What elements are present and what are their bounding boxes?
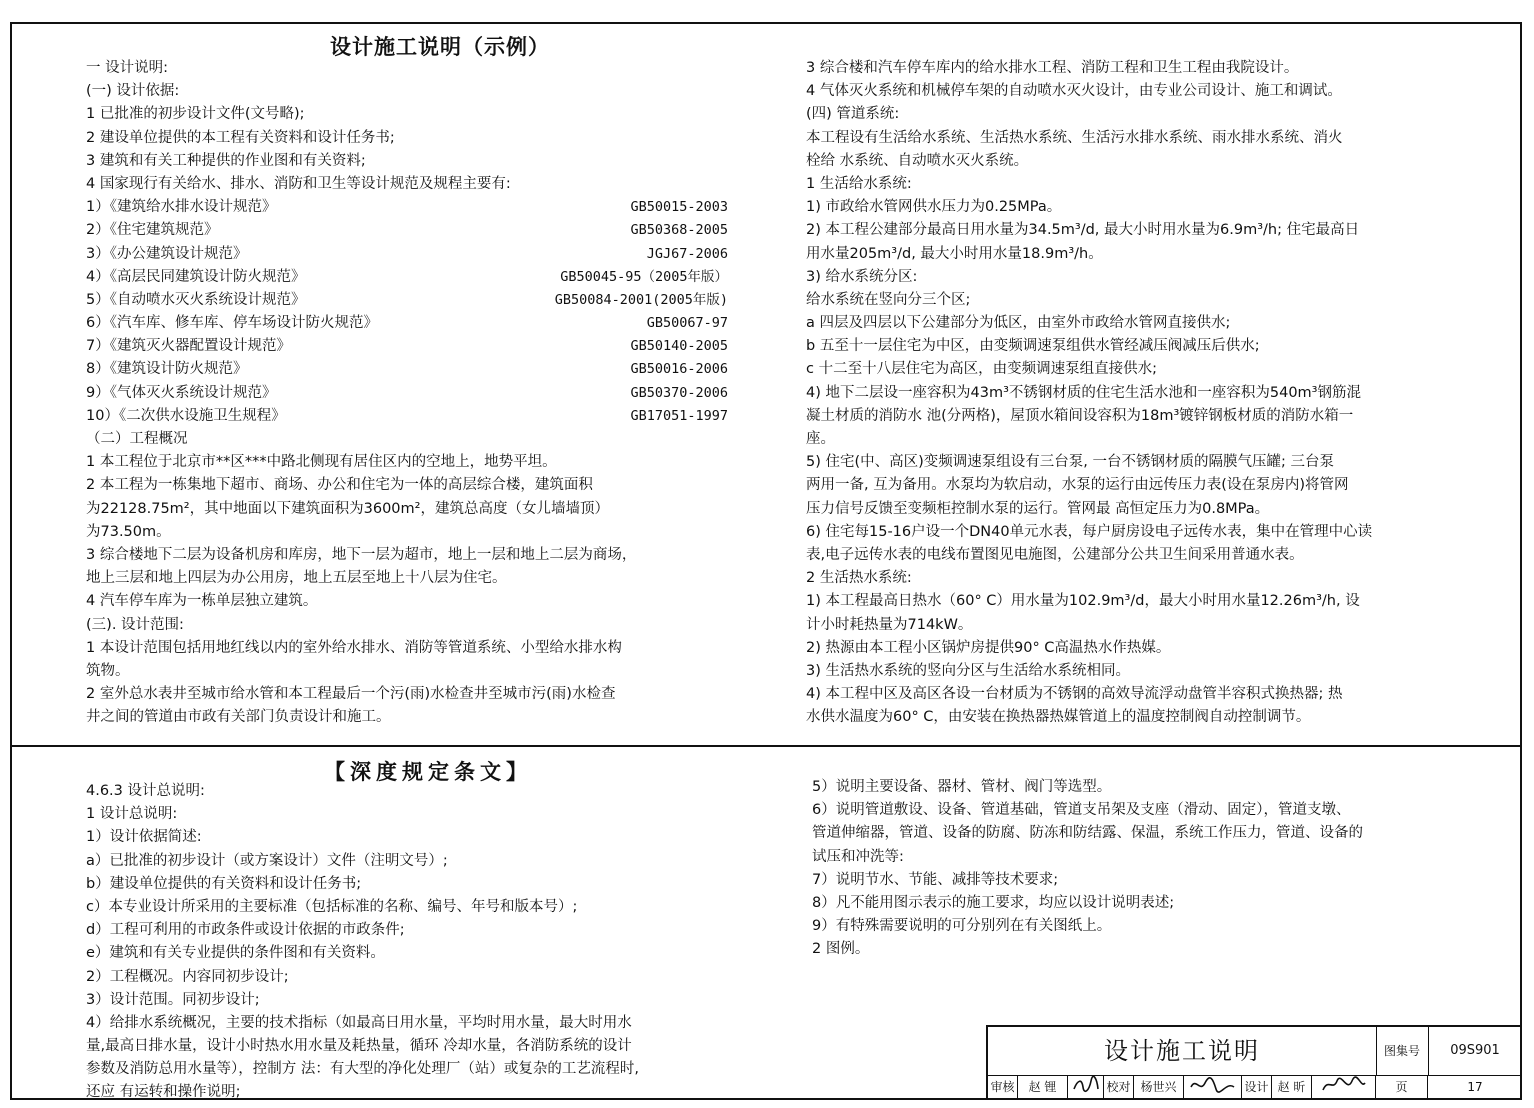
designer-signature-mark bbox=[1319, 1075, 1369, 1095]
text-line: d）工程可利用的市政条件或设计依据的市政条件; bbox=[86, 922, 405, 939]
standard-code: GB50368-2005 bbox=[630, 222, 728, 239]
bottom-right-column bbox=[812, 776, 1462, 962]
text-line: 3 综合楼和汽车停车库内的给水排水工程、消防工程和卫生工程由我院设计。 bbox=[806, 60, 1299, 76]
text-line: 量,最高日排水量，设计小时热水用水量及耗热量，循环 冷却水量，各消防系统的设计 bbox=[86, 1038, 632, 1055]
top-right-column bbox=[806, 57, 1506, 729]
text-line: 3) 生活热水系统的竖向分区与生活给水系统相同。 bbox=[806, 662, 1130, 679]
standard-code: GB50067-97 bbox=[646, 315, 728, 332]
standard-row bbox=[86, 266, 728, 289]
standard-code: GB50140-2005 bbox=[630, 338, 728, 355]
text-line: 给水系统在竖向分三个区; bbox=[806, 291, 971, 308]
text-line: 2) 热源由本工程小区锅炉房提供90° C高温热水作热媒。 bbox=[806, 639, 1171, 656]
text-line: 5) 住宅(中、高区)变频调速泵组设有三台泵, 一台不锈钢材质的隔膜气压罐; 三台泵 bbox=[806, 454, 1335, 471]
text-line: 参数及消防总用水量等），控制方 法：有大型的净化处理厂（站）或复杂的工艺流程时, bbox=[86, 1061, 639, 1078]
title-block bbox=[986, 1025, 1522, 1100]
text-line: (四) 管道系统: bbox=[806, 106, 900, 123]
standard-name: 5）《自动喷水灭火系统设计规范》 bbox=[86, 291, 306, 308]
standard-row bbox=[86, 335, 728, 358]
standard-name: 7）《建筑灭火器配置设计规范》 bbox=[86, 338, 291, 355]
text-line: 1 本工程位于北京市**区***中路北侧现有居住区内的空地上，地势平坦。 bbox=[86, 454, 557, 471]
checker-signature bbox=[1184, 1075, 1242, 1100]
text-line: b）建设单位提供的有关资料和设计任务书; bbox=[86, 875, 362, 892]
atlas-number: 09S901 bbox=[1450, 1043, 1500, 1058]
standard-row bbox=[86, 312, 728, 335]
text-line: 2) 本工程公建部分最高日用水量为34.5m³/d, 最大小时用水量为6.9m³/h; 住宅最高日 bbox=[806, 222, 1360, 239]
text-line: 3 综合楼地下二层为设备机房和库房，地下一层为超市，地上一层和地上二层为商场， bbox=[86, 546, 637, 563]
text-line: 4 国家现行有关给水、排水、消防和卫生等设计规范及规程主要有: bbox=[86, 175, 511, 192]
text-line: 4 气体灭火系统和机械停车架的自动喷水灭火设计，由专业公司设计、施工和调试。 bbox=[806, 83, 1342, 100]
standard-code: GB50015-2003 bbox=[630, 199, 728, 216]
text-line: 9）有特殊需要说明的可分别列在有关图纸上。 bbox=[812, 918, 1112, 935]
text-line: 两用一备, 互为备用。水泵均为软启动，水泵的运行由远传压力表(设在泵房内)将管网 bbox=[806, 477, 1349, 494]
text-line: 3) 给水系统分区: bbox=[806, 268, 918, 285]
page-number: 17 bbox=[1467, 1080, 1483, 1094]
text-line: (一) 设计依据: bbox=[86, 83, 180, 100]
text-line: 4）给排水系统概况，主要的技术指标（如最高日用水量，平均时用水量，最大时用水 bbox=[86, 1014, 632, 1031]
atlas-number-label: 图集号 bbox=[1376, 1027, 1429, 1075]
standard-row bbox=[86, 382, 728, 405]
standard-row bbox=[86, 243, 728, 266]
text-line: 1）设计依据简述: bbox=[86, 829, 202, 846]
standard-code: GB17051-1997 bbox=[630, 407, 728, 424]
text-line: 试压和冲洗等: bbox=[812, 848, 904, 865]
text-line: 4 汽车停车库为一栋单层独立建筑。 bbox=[86, 593, 318, 610]
title-block-title: 设计施工说明 bbox=[988, 1027, 1377, 1075]
standard-code: GB50016-2006 bbox=[630, 361, 728, 378]
standard-code: JGJ67-2006 bbox=[646, 245, 728, 262]
text-line: 还应 有运转和操作说明; bbox=[86, 1084, 241, 1101]
designer-name: 赵 昕 bbox=[1272, 1075, 1312, 1100]
designer-signature bbox=[1312, 1075, 1376, 1100]
top-left-column bbox=[86, 57, 728, 729]
check-label: 校对 bbox=[1104, 1075, 1134, 1100]
top-section-title: 设计施工说明（示例） bbox=[330, 35, 550, 59]
text-line: 3 建筑和有关工种提供的作业图和有关资料; bbox=[86, 152, 366, 169]
text-line: 筑物。 bbox=[86, 662, 130, 679]
text-line: 压力信号反馈至变频柜控制水泵的运行。管网最 高恒定压力为0.8MPa。 bbox=[806, 500, 1270, 517]
text-line: 井之间的管道由市政有关部门负责设计和施工。 bbox=[86, 709, 391, 726]
design-label: 设计 bbox=[1242, 1075, 1272, 1100]
text-line: c 十二至十八层住宅为高区，由变频调速泵组直接供水; bbox=[806, 361, 1157, 378]
standard-row bbox=[86, 405, 728, 428]
standard-code: GB50370-2006 bbox=[630, 384, 728, 401]
text-line: 为73.50m。 bbox=[86, 523, 171, 540]
standard-code: GB50045-95（2005年版） bbox=[560, 268, 728, 285]
text-line: 4) 地下二层设一座容积为43m³不锈钢材质的住宅生活水池和一座容积为540m³钢筋混 bbox=[806, 384, 1361, 401]
text-line: 2 本工程为一栋集地下超市、商场、办公和住宅为一体的高层综合楼，建筑面积 bbox=[86, 477, 593, 494]
text-line: 1 已批准的初步设计文件(文号略); bbox=[86, 106, 305, 123]
text-line: 1 本设计范围包括用地红线以内的室外给水排水、消防等管道系统、小型给水排水构 bbox=[86, 639, 622, 656]
text-line: 2 室外总水表井至城市给水管和本工程最后一个污(雨)水检查井至城市污(雨)水检查 bbox=[86, 686, 616, 703]
standard-code: GB50084-2001(2005年版) bbox=[554, 291, 728, 308]
text-line: 1) 市政给水管网供水压力为0.25MPa。 bbox=[806, 199, 1062, 216]
standard-name: 6）《汽车库、修车库、停车场设计防火规范》 bbox=[86, 315, 378, 332]
text-line: 水供水温度为60° C，由安装在换热器热媒管道上的温度控制阀自动控制调节。 bbox=[806, 709, 1311, 726]
text-line: 计小时耗热量为714kW。 bbox=[806, 616, 973, 633]
text-line: 6）说明管道敷设、设备、管道基础，管道支吊架及支座（滑动、固定），管道支墩、 bbox=[812, 802, 1351, 819]
reviewer-signature bbox=[1068, 1075, 1104, 1100]
text-line: 用水量205m³/d, 最大小时用水量18.9m³/h。 bbox=[806, 245, 1103, 262]
reviewer-name: 赵 锂 bbox=[1018, 1075, 1068, 1100]
text-line: 凝土材质的消防水 池(分两格)，屋顶水箱间设容积为18m³镀锌钢板材质的消防水箱一 bbox=[806, 407, 1354, 424]
standard-row bbox=[86, 219, 728, 242]
text-line: 2 图例。 bbox=[812, 941, 870, 958]
checker-name: 杨世兴 bbox=[1134, 1075, 1184, 1100]
text-line: 本工程设有生活给水系统、生活热水系统、生活污水排水系统、雨水排水系统、消火 bbox=[806, 129, 1343, 146]
checker-signature-mark bbox=[1188, 1075, 1238, 1095]
reviewer-signature-mark bbox=[1071, 1075, 1101, 1095]
text-line: 座。 bbox=[806, 431, 835, 447]
text-line: 为22128.75m²，其中地面以下建筑面积为3600m²，建筑总高度（女儿墙墙顶） bbox=[86, 500, 609, 517]
review-label: 审核 bbox=[988, 1075, 1018, 1100]
text-line: 5）说明主要设备、器材、管材、阀门等选型。 bbox=[812, 779, 1112, 795]
bottom-left-column bbox=[86, 780, 746, 1105]
text-line: 1 设计总说明: bbox=[86, 806, 178, 823]
text-line: (三). 设计范围: bbox=[86, 616, 184, 633]
text-line: 表,电子远传水表的电线布置图见电施图，公建部分公共卫生间采用普通水表。 bbox=[806, 546, 1304, 563]
text-line: 3）设计范围。同初步设计; bbox=[86, 991, 260, 1008]
text-line: c）本专业设计所采用的主要标准（包括标准的名称、编号、年号和版本号）; bbox=[86, 898, 578, 915]
text-line: 1 生活给水系统: bbox=[806, 175, 912, 192]
text-line: 地上三层和地上四层为办公用房，地上五层至地上十八层为住宅。 bbox=[86, 570, 507, 587]
text-line: 管道伸缩器，管道、设备的防腐、防冻和防结露、保温，系统工作压力，管道、设备的 bbox=[812, 825, 1363, 842]
text-line: 栓给 水系统、自动喷水灭火系统。 bbox=[806, 152, 1029, 169]
text-line: 8）凡不能用图示表示的施工要求，均应以设计说明表述; bbox=[812, 894, 1175, 911]
section-divider bbox=[10, 745, 1522, 747]
text-line: 6) 住宅每15-16户设一个DN40单元水表，每户厨房设电子远传水表，集中在管理中心读 bbox=[806, 523, 1373, 540]
text-line: 7）说明节水、节能、减排等技术要求; bbox=[812, 871, 1059, 888]
text-line: e）建筑和有关专业提供的条件图和有关资料。 bbox=[86, 945, 385, 962]
text-line: a 四层及四层以下公建部分为低区，由室外市政给水管网直接供水; bbox=[806, 315, 1231, 332]
standard-name: 2）《住宅建筑规范》 bbox=[86, 222, 219, 239]
text-line: 2 生活热水系统: bbox=[806, 570, 912, 587]
standard-name: 4）《高层民同建筑设计防火规范》 bbox=[86, 268, 306, 285]
text-line: b 五至十一层住宅为中区，由变频调速泵组供水管经减压阀减压后供水; bbox=[806, 338, 1260, 355]
standard-name: 8）《建筑设计防火规范》 bbox=[86, 361, 248, 378]
text-line: 4) 本工程中区及高区各设一台材质为不锈钢的高效导流浮动盘管半容积式换热器; 热 bbox=[806, 686, 1343, 703]
standard-row bbox=[86, 196, 728, 219]
text-line: 2）工程概况。内容同初步设计; bbox=[86, 968, 289, 985]
standard-row bbox=[86, 289, 728, 312]
page-label: 页 bbox=[1376, 1075, 1428, 1100]
standard-name: 10）《二次供水设施卫生规程》 bbox=[86, 407, 286, 424]
text-line: 4.6.3 设计总说明: bbox=[86, 783, 205, 799]
text-line: 2 建设单位提供的本工程有关资料和设计任务书; bbox=[86, 129, 395, 146]
text-line: （二）工程概况 bbox=[86, 431, 188, 447]
standard-row bbox=[86, 358, 728, 381]
text-line: a）已批准的初步设计（或方案设计）文件（注明文号）; bbox=[86, 852, 448, 869]
standard-name: 9）《气体灭火系统设计规范》 bbox=[86, 384, 277, 401]
standard-name: 1）《建筑给水排水设计规范》 bbox=[86, 199, 277, 216]
text-line: 一 设计说明: bbox=[86, 60, 168, 76]
text-line: 1) 本工程最高日热水（60° C）用水量为102.9m³/d，最大小时用水量12.26m³/h, 设 bbox=[806, 593, 1360, 610]
depth-regulation-title: 【深度规定条文】 bbox=[324, 760, 532, 784]
standard-name: 3）《办公建筑设计规范》 bbox=[86, 245, 248, 262]
